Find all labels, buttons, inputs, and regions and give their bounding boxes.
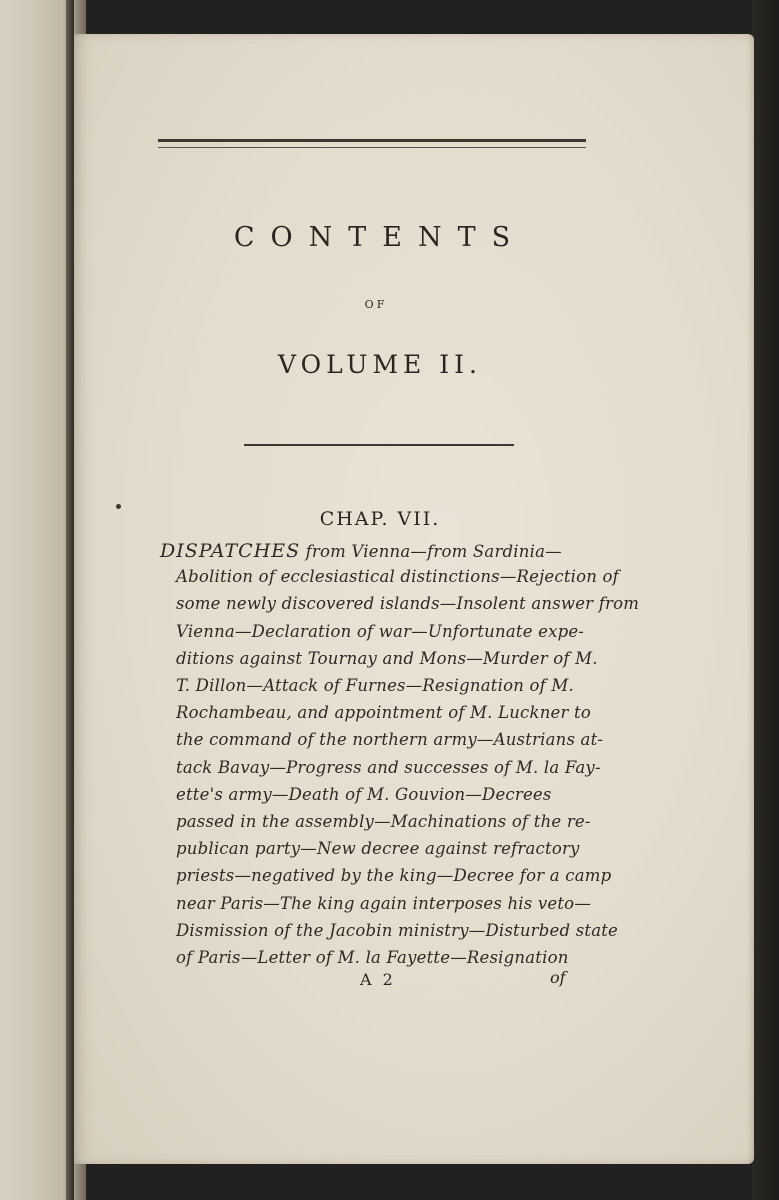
page-title: CONTENTS: [233, 222, 527, 253]
summary-line-16: of Paris—Letter of M. la Fayette—Resignation: [176, 948, 569, 967]
summary-line-1-text: from Vienna—from Sardinia—: [300, 542, 562, 561]
catchword: of: [550, 968, 566, 987]
summary-line-2: Abolition of ecclesiastical distinctions—Rejection of: [176, 567, 619, 587]
first-word: DISPATCHES: [160, 540, 301, 562]
summary-line-12: publican party—New decree against refractory: [176, 839, 580, 859]
title-of: OF: [364, 298, 388, 311]
chapter-heading: CHAP. VII.: [319, 508, 441, 530]
summary-line-9: tack Bavay—Progress and successes of M. la Fay-: [176, 757, 601, 777]
summary-line-5: ditions against Tournay and Mons—Murder of M.: [176, 648, 598, 668]
summary-line-7: Rochambeau, and appointment of M. Luckner to: [176, 703, 591, 723]
summary-line-10: ette's army—Death of M. Gouvion—Decrees: [176, 784, 552, 804]
summary-line-4: Vienna—Declaration of war—Unfortunate expe-: [176, 621, 585, 641]
summary-line-1: [160, 540, 562, 562]
signature-mark: A 2: [360, 970, 396, 989]
summary-line-15: Dismission of the Jacobin ministry—Disturbed state: [176, 920, 619, 940]
summary-line-13: priests—negatived by the king—Decree for a camp: [176, 866, 612, 886]
summary-line-6: T. Dillon—Attack of Furnes—Resignation of M.: [176, 676, 574, 695]
volume-heading: VOLUME II.: [278, 350, 482, 379]
summary-line-8: the command of the northern army—Austrians at-: [176, 730, 604, 750]
ink-speck: [116, 504, 121, 509]
summary-line-3: some newly discovered islands—Insolent answer from: [176, 594, 640, 614]
summary-line-11: passed in the assembly—Machinations of the re-: [176, 812, 591, 831]
summary-line-14: near Paris—The king again interposes his veto—: [176, 893, 592, 913]
